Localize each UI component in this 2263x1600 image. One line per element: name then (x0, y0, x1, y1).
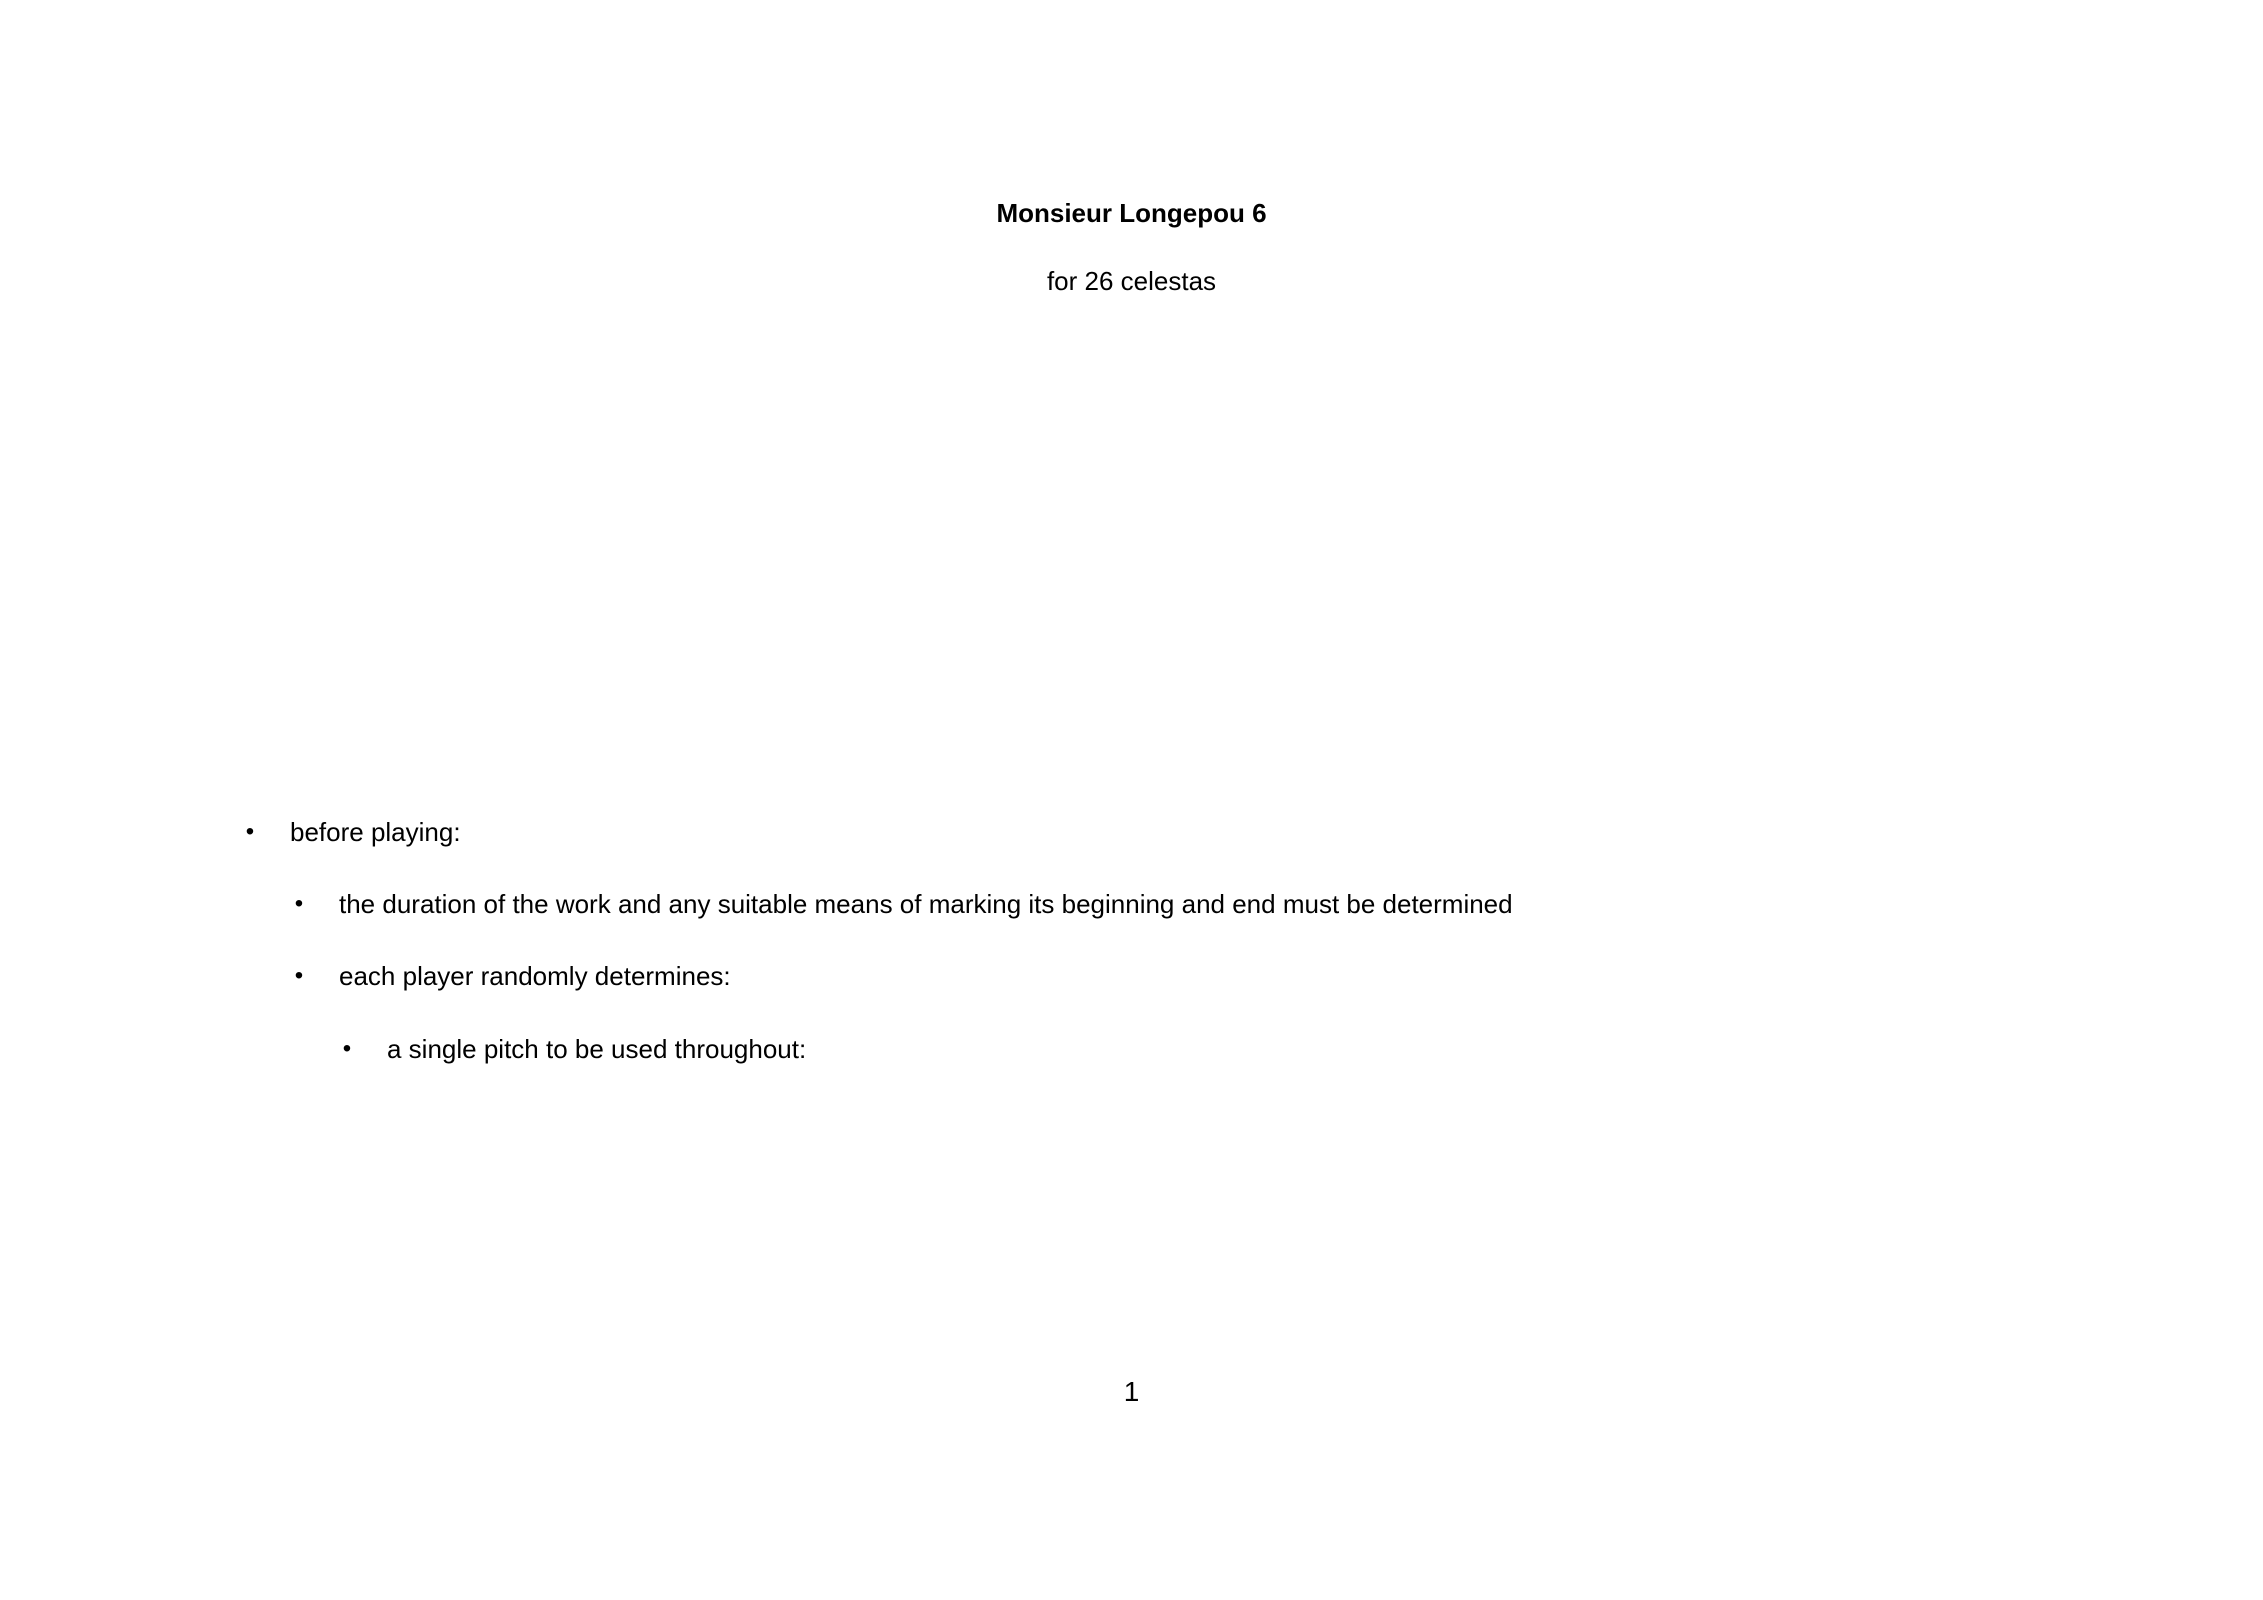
document-title: Monsieur Longepou 6 (996, 198, 1267, 228)
bullet-icon: • (245, 818, 255, 845)
document-subtitle: for 26 celestas (1046, 266, 1217, 296)
list-item-text: a single pitch to be used throughout: (387, 1034, 807, 1064)
list-item-text: the duration of the work and any suitable means of marking its beginning and end must be determined (339, 889, 1513, 919)
bullet-icon: • (294, 962, 304, 989)
list-item-text: each player randomly determines: (339, 961, 731, 991)
list-item-text: before playing: (290, 817, 461, 847)
bullet-icon: • (294, 890, 304, 917)
bullet-icon: • (342, 1035, 352, 1062)
page-number: 1 (1123, 1376, 1140, 1407)
